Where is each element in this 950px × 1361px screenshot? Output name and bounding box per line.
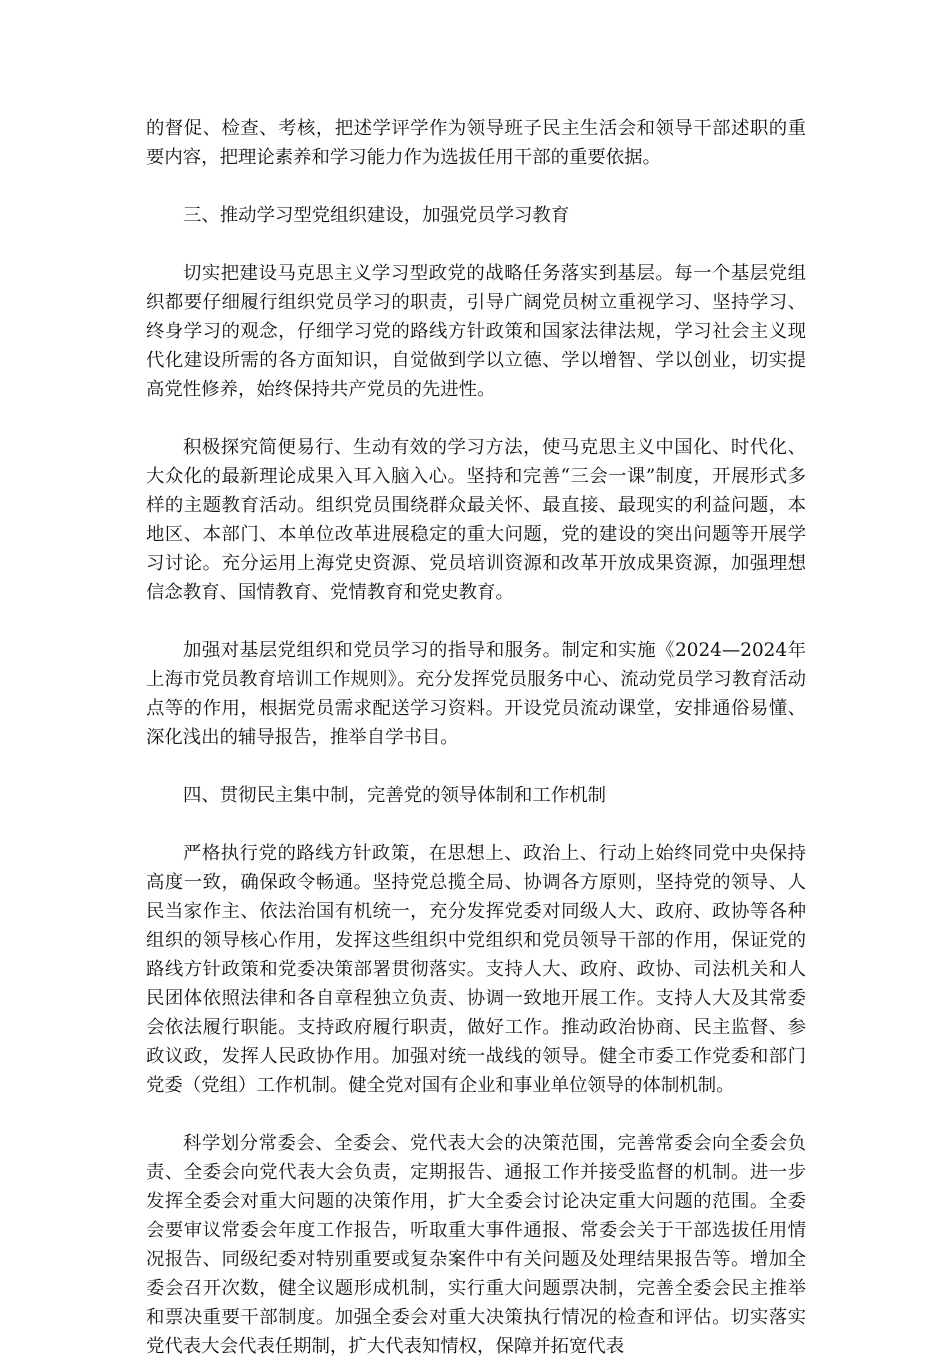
paragraph: 积极探究简便易行、生动有效的学习方法，使马克思主义中国化、时代化、大众化的最新理论成果入耳入脑入心。坚持和完善“三会一课”制度，开展形式多样的主题教育活动。组织党员围绕群众最关怀、最直接、最现实的利益问题，本地区、本部门、本单位改革进展稳定的重大问题，党的建设的突出问题等开展学习讨论。充分运用上海党史资源、党员培训资源和改革开放成果资源，加强理想信念教育、国情教育、党情教育和党史教育。 bbox=[146, 437, 806, 603]
paragraph: 科学划分常委会、全委会、党代表大会的决策范围，完善常委会向全委会负责、全委会向党代表大会负责，定期报告、通报工作并接受监督的机制。进一步发挥全委会对重大问题的决策作用，扩大全委会讨论决定重大问题的范围。全委会要审议常委会年度工作报告，听取重大事件通报、常委会关于干部选拔任用情况报告、同级纪委对特别重要或复杂案件中有关问题及处理结果报告等。增加全委会召开次数，健全议题形成机制，实行重大问题票决制，完善全委会民主推举和票决重要干部制度。加强全委会对重大决策执行情况的检查和评估。切实落实党代表大会代表任期制，扩大代表知情权，保障并拓宽代表 bbox=[146, 1133, 806, 1357]
paragraph: 严格执行党的路线方针政策，在思想上、政治上、行动上始终同党中央保持高度一致，确保政令畅通。坚持党总揽全局、协调各方原则，坚持党的领导、人民当家作主、依法治国有机统一，充分发挥党委对同级人大、政府、政协等各种组织的领导核心作用，发挥这些组织中党组织和党员领导干部的作用，保证党的路线方针政策和党委决策部署贯彻落实。支持人大、政府、政协、司法机关和人民团体依照法律和各自章程独立负责、协调一致地开展工作。支持人大及其常委会依法履行职能。支持政府履行职责，做好工作。推动政治协商、民主监督、参政议政，发挥人民政协作用。加强对统一战线的领导。健全市委工作党委和部门党委（党组）工作机制。健全党对国有企业和事业单位领导的体制机制。 bbox=[146, 843, 806, 1096]
section-heading-four: 四、贯彻民主集中制，完善党的领导体制和工作机制 bbox=[183, 785, 606, 806]
section-heading-three: 三、推动学习型党组织建设，加强党员学习教育 bbox=[183, 205, 570, 226]
paragraph: 加强对基层党组织和党员学习的指导和服务。制定和实施《2024—2024年上海市党员教育培训工作规则》。充分发挥党员服务中心、流动党员学习教育活动点等的作用，根据党员需求配送学习资料。开设党员流动课堂，安排通俗易懂、深化浅出的辅导报告，推举自学书目。 bbox=[146, 640, 806, 748]
document-page bbox=[146, 114, 806, 1361]
paragraph-continuation: 的督促、检查、考核，把述学评学作为领导班子民主生活会和领导干部述职的重要内容，把理论素养和学习能力作为选拔任用干部的重要依据。 bbox=[146, 118, 806, 168]
paragraph: 切实把建设马克思主义学习型政党的战略任务落实到基层。每一个基层党组织都要仔细履行组织党员学习的职责，引导广阔党员树立重视学习、坚持学习、终身学习的观念，仔细学习党的路线方针政策和国家法律法规，学习社会主义现代化建设所需的各方面知识，自觉做到学以立德、学以增智、学以创业，切实提高党性修养，始终保持共产党员的先进性。 bbox=[146, 263, 806, 400]
